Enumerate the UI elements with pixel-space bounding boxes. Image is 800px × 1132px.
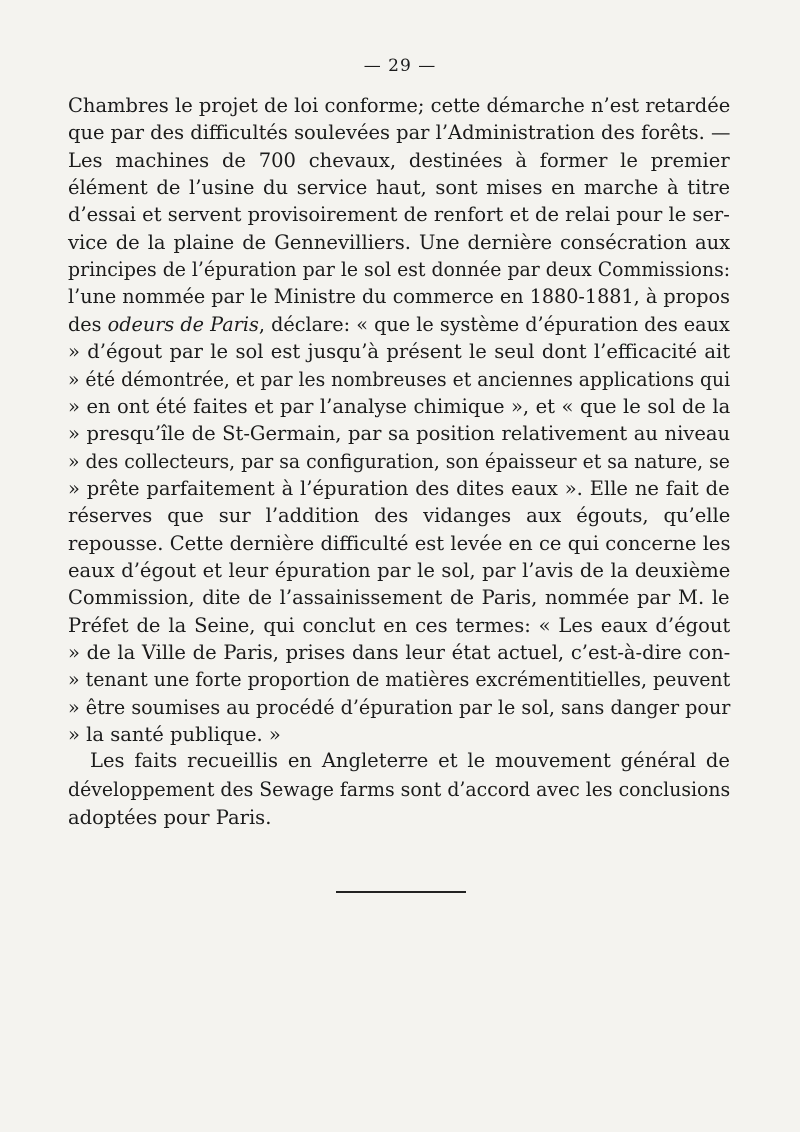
text-line: » de la Ville de Paris, prises dans leur état actuel, c’est-à-dire con- xyxy=(68,641,731,664)
text-line: développement des Sewage farms sont d’accord avec les conclusions xyxy=(68,778,731,801)
text-line: adoptées pour Paris. xyxy=(68,806,272,829)
text-line: que par des difficultés soulevées par l’Administration des forêts. — xyxy=(68,121,731,144)
text-line: réserves que sur l’addition des vidanges aux égouts, qu’elle xyxy=(68,504,731,527)
text-line: élément de l’usine du service haut, sont mises en marche à titre xyxy=(68,176,731,199)
page-number: — 29 — xyxy=(363,56,437,76)
text-line: » été démontrée, et par les nombreuses et anciennes applications qui xyxy=(68,368,731,391)
text-line: principes de l’épuration par le sol est donnée par deux Commissions: xyxy=(68,258,731,281)
text-line: Préfet de la Seine, qui conclut en ces termes: « Les eaux d’égout xyxy=(68,614,731,637)
text-line: repousse. Cette dernière difficulté est levée en ce qui concerne les xyxy=(68,532,731,555)
text-line: » des collecteurs, par sa configuration, son épaisseur et sa nature, se xyxy=(68,450,730,473)
text-line: Chambres le projet de loi conforme; cette démarche n’est retardée xyxy=(68,94,731,117)
text-line: » tenant une forte proportion de matières excrémentitielles, peuvent xyxy=(68,668,731,691)
text-line: » d’égout par le sol est jusqu’à présent le seul dont l’efficacité ait xyxy=(68,340,731,363)
section-divider-rule xyxy=(336,891,466,893)
text-line: » prête parfaitement à l’épuration des dites eaux ». Elle ne fait de xyxy=(68,477,730,500)
text-line: eaux d’égout et leur épuration par le sol, par l’avis de la deuxième xyxy=(68,559,731,582)
text-line: Les machines de 700 chevaux, destinées à former le premier xyxy=(68,149,730,172)
text-line: d’essai et servent provisoirement de renfort et de relai pour le ser- xyxy=(68,203,730,226)
text-line: Les faits recueillis en Angleterre et le mouvement général de xyxy=(90,749,730,772)
text-line: » en ont été faites et par l’analyse chimique », et « que le sol de la xyxy=(68,395,731,418)
text-line: » être soumises au procédé d’épuration par le sol, sans danger pour xyxy=(68,696,731,719)
text-line: Commission, dite de l’assainissement de Paris, nommée par M. le xyxy=(68,586,730,609)
text-line: vice de la plaine de Gennevilliers. Une dernière consécration aux xyxy=(68,231,731,254)
text-line: » la santé publique. » xyxy=(68,723,281,746)
text-line: des odeurs de Paris, déclare: « que le système d’épuration des eaux xyxy=(68,313,730,336)
text-line: » presqu’île de St-Germain, par sa position relativement au niveau xyxy=(68,422,731,445)
italic-phrase: odeurs de Paris xyxy=(107,313,259,336)
text-line: l’une nommée par le Ministre du commerce en 1880-1881, à propos xyxy=(68,285,730,308)
